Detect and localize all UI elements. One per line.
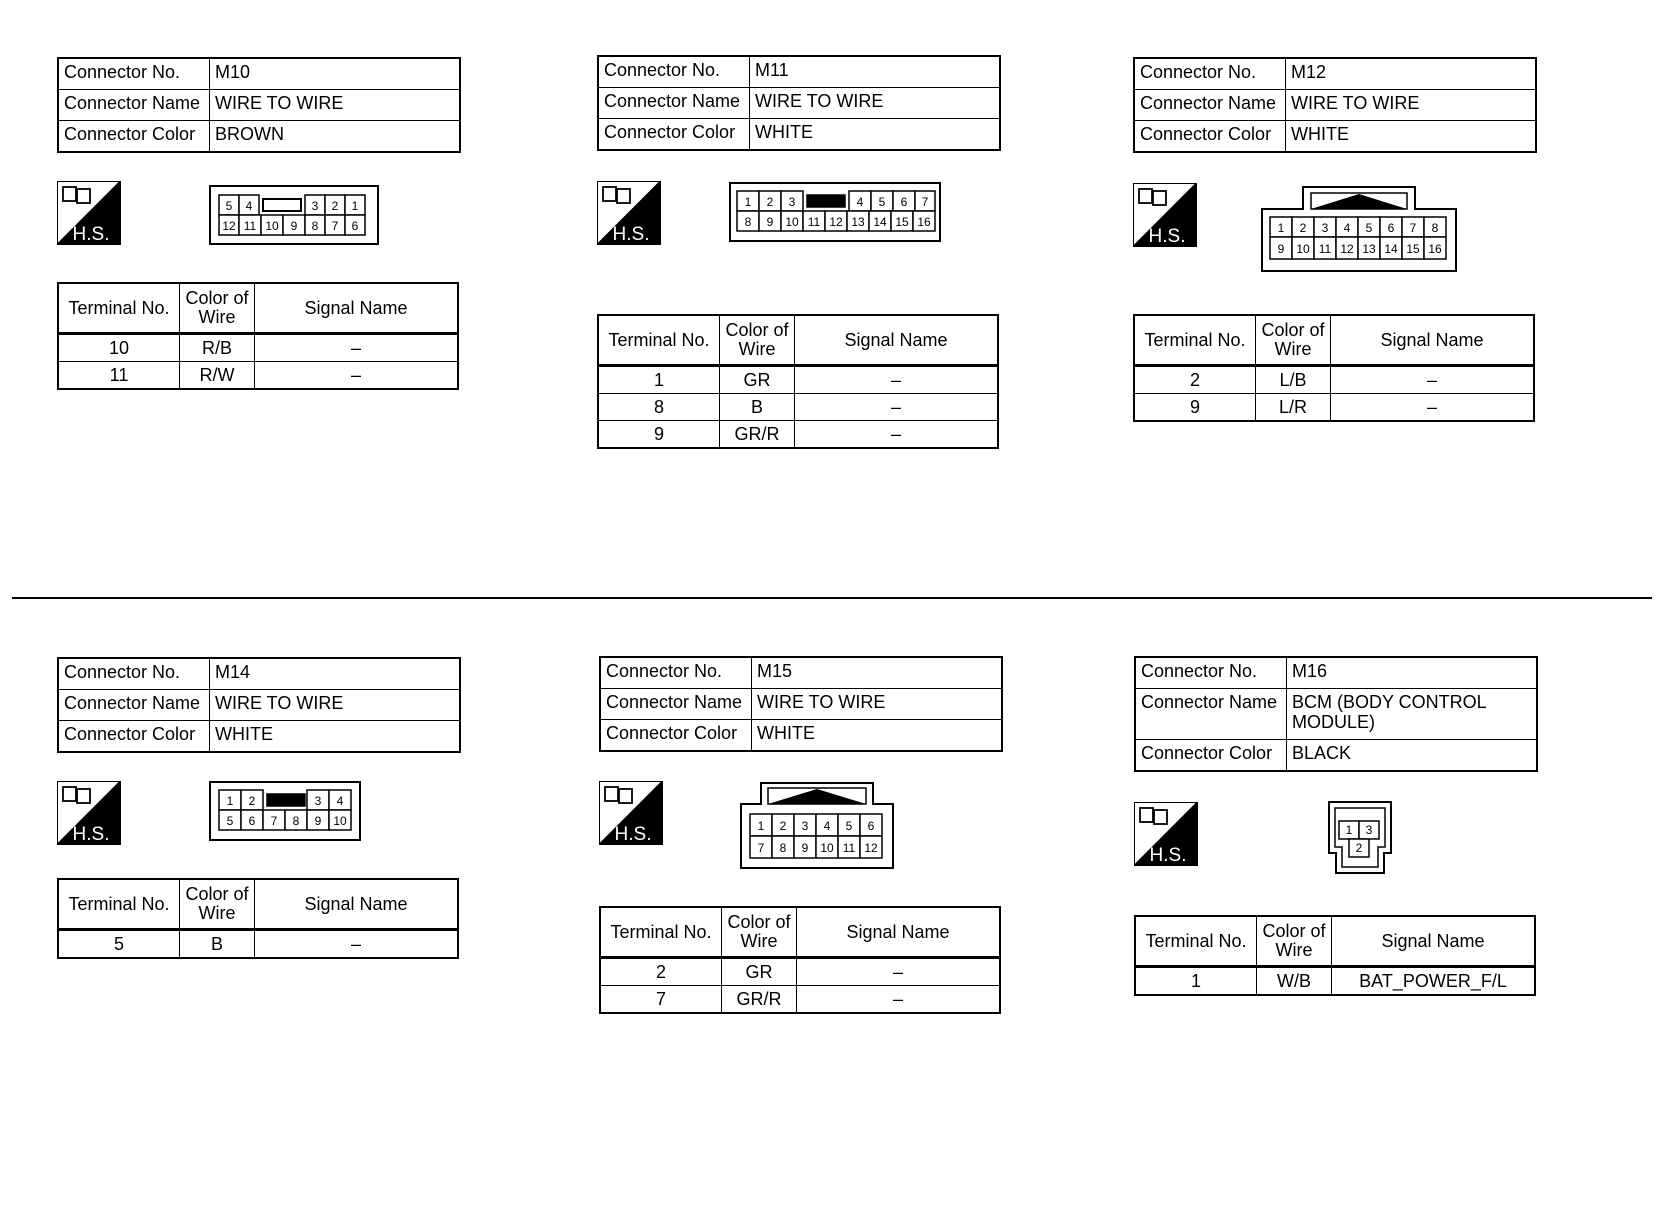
table-row [58, 930, 458, 959]
connector-no-value: M14 [210, 658, 461, 690]
pin-label: 2 [248, 794, 256, 808]
pin-label: 1 [226, 794, 234, 808]
table-row [598, 421, 998, 449]
connector-block-m14 [57, 657, 463, 977]
wire-color-cell: GR [722, 958, 797, 986]
wire-color-cell: B [180, 930, 255, 959]
pin-label: 8 [779, 841, 787, 855]
wire-color-cell: GR/R [722, 986, 797, 1014]
signal-name-header: Signal Name [1331, 315, 1535, 366]
hs-text: H.S. [72, 224, 110, 245]
connector-info-table [597, 55, 1001, 151]
terminal-no-header: Terminal No. [1135, 916, 1257, 967]
wire-color-cell: W/B [1257, 967, 1332, 996]
connector-name-value: BCM (BODY CONTROL MODULE) [1287, 689, 1538, 740]
pin-label: 12 [829, 215, 843, 229]
terminal-table [57, 282, 459, 390]
connector-no-label: Connector No. [598, 56, 750, 88]
pin-label: 16 [1428, 242, 1442, 256]
wire-color-cell: R/B [180, 334, 255, 362]
pin-label: 3 [788, 195, 796, 209]
pin-label: 4 [823, 819, 831, 833]
harness-side-icon [1134, 802, 1198, 866]
color-of-wire-header: Color of Wire [1257, 916, 1332, 967]
connector-color-value: WHITE [1286, 121, 1537, 153]
pin-label: 5 [225, 199, 233, 213]
pin-label: 10 [785, 215, 799, 229]
connector-name-value: WIRE TO WIRE [1286, 90, 1537, 121]
terminal-no-cell: 2 [600, 958, 722, 986]
pin-label: 4 [856, 195, 864, 209]
connector-no-value: M11 [750, 56, 1001, 88]
hs-text: H.S. [614, 824, 652, 845]
color-of-wire-header: Color of Wire [180, 283, 255, 334]
harness-side-icon [597, 181, 661, 245]
connector-color-value: WHITE [750, 119, 1001, 151]
pin-label: 1 [1345, 823, 1353, 837]
terminal-table [1133, 314, 1535, 422]
connector-info-table [599, 656, 1003, 752]
pin-label: 12 [1340, 242, 1354, 256]
terminal-no-cell: 10 [58, 334, 180, 362]
wire-color-cell: L/R [1256, 394, 1331, 422]
connector-face-diagram [729, 182, 941, 242]
connector-face-diagram [209, 781, 361, 841]
pin-label: 10 [265, 219, 279, 233]
wire-color-cell: B [720, 394, 795, 421]
table-row [598, 366, 998, 394]
pin-label: 16 [917, 215, 931, 229]
pin-label: 2 [779, 819, 787, 833]
terminal-no-cell: 7 [600, 986, 722, 1014]
connector-no-value: M10 [210, 58, 461, 90]
connector-info-table [1134, 656, 1538, 772]
pin-label: 15 [895, 215, 909, 229]
signal-name-cell: – [255, 334, 459, 362]
harness-side-icon [57, 781, 121, 845]
signal-name-cell: – [1331, 366, 1535, 394]
pin-label: 7 [270, 814, 278, 828]
connector-info-table [57, 57, 461, 153]
terminal-no-cell: 9 [1134, 394, 1256, 422]
connector-color-label: Connector Color [58, 721, 210, 753]
terminal-no-cell: 1 [598, 366, 720, 394]
connector-color-value: WHITE [210, 721, 461, 753]
color-of-wire-header: Color of Wire [722, 907, 797, 958]
signal-name-cell: – [255, 362, 459, 390]
pin-label: 2 [1355, 841, 1363, 855]
terminal-no-cell: 1 [1135, 967, 1257, 996]
color-of-wire-header: Color of Wire [1256, 315, 1331, 366]
pin-label: 6 [900, 195, 908, 209]
connector-no-value: M15 [752, 657, 1003, 689]
connector-no-label: Connector No. [58, 658, 210, 690]
pin-label: 7 [1409, 221, 1417, 235]
terminal-table [599, 906, 1001, 1014]
connector-face-diagram [1328, 801, 1392, 875]
pin-label: 14 [1384, 242, 1398, 256]
pin-label: 1 [744, 195, 752, 209]
connector-name-value: WIRE TO WIRE [752, 689, 1003, 720]
pin-label: 10 [333, 814, 347, 828]
harness-side-icon [1133, 183, 1197, 247]
pin-label: 4 [336, 794, 344, 808]
pin-label: 3 [314, 794, 322, 808]
pin-label: 11 [243, 219, 257, 233]
connector-name-label: Connector Name [1134, 90, 1286, 121]
pin-label: 8 [311, 219, 319, 233]
table-row [1135, 967, 1535, 996]
connector-block-m11 [597, 55, 1003, 475]
wire-color-cell: GR [720, 366, 795, 394]
pin-label: 3 [1321, 221, 1329, 235]
connector-name-label: Connector Name [1135, 689, 1287, 740]
pin-label: 6 [1387, 221, 1395, 235]
pin-label: 12 [222, 219, 236, 233]
pin-label: 4 [1343, 221, 1351, 235]
signal-name-cell: – [255, 930, 459, 959]
pin-label: 9 [290, 219, 298, 233]
pin-label: 15 [1406, 242, 1420, 256]
signal-name-cell: – [797, 986, 1001, 1014]
connector-name-value: WIRE TO WIRE [210, 690, 461, 721]
pin-label: 9 [766, 215, 774, 229]
terminal-no-header: Terminal No. [598, 315, 720, 366]
connector-no-label: Connector No. [58, 58, 210, 90]
pin-label: 1 [351, 199, 359, 213]
terminal-no-header: Terminal No. [58, 283, 180, 334]
terminal-no-cell: 9 [598, 421, 720, 449]
pin-label: 2 [331, 199, 339, 213]
signal-name-header: Signal Name [255, 283, 459, 334]
pin-label: 5 [845, 819, 853, 833]
pin-label: 1 [757, 819, 765, 833]
connector-block-m12 [1133, 57, 1539, 437]
connector-color-label: Connector Color [598, 119, 750, 151]
terminal-no-cell: 2 [1134, 366, 1256, 394]
connector-color-value: BROWN [210, 121, 461, 153]
color-of-wire-header: Color of Wire [180, 879, 255, 930]
hs-text: H.S. [612, 224, 650, 245]
pin-label: 7 [921, 195, 929, 209]
pin-label: 7 [331, 219, 339, 233]
pin-label: 10 [820, 841, 834, 855]
signal-name-cell: – [795, 394, 999, 421]
pin-label: 5 [1365, 221, 1373, 235]
signal-name-cell: – [797, 958, 1001, 986]
connector-no-label: Connector No. [600, 657, 752, 689]
signal-name-header: Signal Name [1332, 916, 1536, 967]
connector-no-value: M16 [1287, 657, 1538, 689]
connector-block-m16 [1134, 656, 1540, 1016]
terminal-no-header: Terminal No. [1134, 315, 1256, 366]
pin-label: 3 [311, 199, 319, 213]
pin-label: 7 [757, 841, 765, 855]
signal-name-cell: – [795, 366, 999, 394]
pin-label: 6 [351, 219, 359, 233]
terminal-no-cell: 5 [58, 930, 180, 959]
pin-label: 5 [878, 195, 886, 209]
pin-label: 12 [864, 841, 878, 855]
connector-no-label: Connector No. [1134, 58, 1286, 90]
color-of-wire-header: Color of Wire [720, 315, 795, 366]
connector-block-m10 [57, 57, 463, 407]
connector-info-table [57, 657, 461, 753]
terminal-table [597, 314, 999, 449]
table-row [598, 394, 998, 421]
connector-name-label: Connector Name [58, 690, 210, 721]
connector-block-m15 [599, 656, 1005, 1036]
connector-no-value: M12 [1286, 58, 1537, 90]
pin-label: 3 [1365, 823, 1373, 837]
terminal-table [57, 878, 459, 959]
signal-name-header: Signal Name [795, 315, 999, 366]
terminal-no-cell: 8 [598, 394, 720, 421]
connector-no-label: Connector No. [1135, 657, 1287, 689]
connector-name-label: Connector Name [58, 90, 210, 121]
pin-label: 8 [1431, 221, 1439, 235]
table-row [1134, 366, 1534, 394]
terminal-table [1134, 915, 1536, 996]
pin-label: 4 [245, 199, 253, 213]
hs-text: H.S. [1148, 226, 1186, 247]
pin-label: 11 [1318, 242, 1332, 256]
section-divider [12, 597, 1652, 599]
signal-name-header: Signal Name [255, 879, 459, 930]
wire-color-cell: R/W [180, 362, 255, 390]
signal-name-cell: – [795, 421, 999, 449]
pin-label: 13 [1362, 242, 1376, 256]
connector-color-label: Connector Color [1134, 121, 1286, 153]
connector-name-value: WIRE TO WIRE [210, 90, 461, 121]
pin-label: 9 [801, 841, 809, 855]
terminal-no-cell: 11 [58, 362, 180, 390]
pin-label: 11 [807, 215, 821, 229]
signal-name-header: Signal Name [797, 907, 1001, 958]
connector-face-diagram [740, 780, 894, 870]
table-row [58, 334, 458, 362]
pin-label: 9 [1277, 242, 1285, 256]
connector-color-label: Connector Color [600, 720, 752, 752]
pin-label: 11 [842, 841, 856, 855]
harness-side-icon [57, 181, 121, 245]
pin-label: 8 [744, 215, 752, 229]
pin-label: 2 [1299, 221, 1307, 235]
pin-label: 3 [801, 819, 809, 833]
signal-name-cell: BAT_POWER_F/L [1332, 967, 1536, 996]
connector-color-value: BLACK [1287, 740, 1538, 772]
pin-label: 13 [851, 215, 865, 229]
connector-name-label: Connector Name [598, 88, 750, 119]
pin-label: 6 [248, 814, 256, 828]
hs-text: H.S. [72, 824, 110, 845]
pin-label: 8 [292, 814, 300, 828]
pin-label: 1 [1277, 221, 1285, 235]
connector-color-label: Connector Color [1135, 740, 1287, 772]
connector-name-label: Connector Name [600, 689, 752, 720]
pin-label: 2 [766, 195, 774, 209]
pin-label: 9 [314, 814, 322, 828]
connector-color-value: WHITE [752, 720, 1003, 752]
table-row [1134, 394, 1534, 422]
connector-name-value: WIRE TO WIRE [750, 88, 1001, 119]
table-row [58, 362, 458, 390]
pin-label: 5 [226, 814, 234, 828]
wire-color-cell: L/B [1256, 366, 1331, 394]
connector-info-table [1133, 57, 1537, 153]
pin-label: 6 [867, 819, 875, 833]
pin-label: 10 [1296, 242, 1310, 256]
signal-name-cell: – [1331, 394, 1535, 422]
harness-side-icon [599, 781, 663, 845]
connector-face-diagram [1261, 183, 1457, 273]
connector-color-label: Connector Color [58, 121, 210, 153]
table-row [600, 986, 1000, 1014]
wire-color-cell: GR/R [720, 421, 795, 449]
pin-label: 14 [873, 215, 887, 229]
table-row [600, 958, 1000, 986]
connector-face-diagram [209, 185, 379, 245]
terminal-no-header: Terminal No. [600, 907, 722, 958]
hs-text: H.S. [1149, 845, 1187, 866]
terminal-no-header: Terminal No. [58, 879, 180, 930]
